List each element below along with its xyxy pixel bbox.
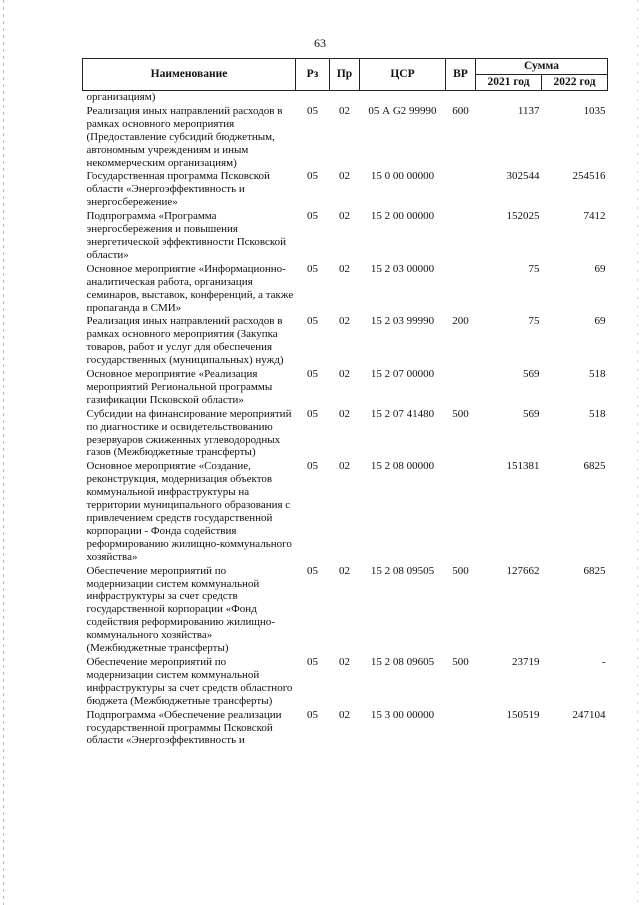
table-header (83, 59, 608, 91)
row-amount-2022: 7412 (583, 210, 606, 223)
header-csr: ЦСР (360, 59, 446, 91)
row-rz: 05 (307, 104, 318, 117)
row-name: Обеспечение мероприятий по модернизации систем коммунальной инфраструктуры за счет средств областного бюджета (Межбюджетные трансферты) (86, 655, 293, 707)
row-amount-2021: 302544 (506, 170, 540, 183)
table-row (83, 263, 608, 316)
row-amount-2022: 254516 (572, 170, 606, 183)
header-name: Наименование (83, 59, 296, 91)
row-csr: 15 2 07 41480 (370, 407, 435, 420)
row-amount-2022: 518 (589, 407, 606, 420)
row-amount-2022: - (601, 655, 606, 668)
row-amount-2022: 6825 (583, 460, 606, 473)
row-csr: 05 А G2 99990 (368, 104, 437, 117)
row-amount-2021: 75 (528, 262, 540, 275)
header-pr: Пр (330, 59, 360, 91)
row-vr (446, 368, 476, 408)
row-csr: 15 0 00 00000 (370, 170, 435, 183)
row-amount-2021: 75 (528, 315, 540, 328)
row-csr: 15 2 07 00000 (370, 368, 435, 381)
row-name: Обеспечение мероприятий по модернизации систем коммунальной инфраструктуры за счет средств государственной корпорации «Фонд содействия реформированию жилищно-коммунального хозяйства» (Межбюджетные трансферты) (86, 564, 275, 655)
table-row (83, 105, 608, 171)
row-amount-2021 (476, 91, 542, 105)
row-vr (446, 709, 476, 749)
scan-edge-right (637, 0, 638, 905)
row-csr (360, 91, 446, 105)
row-amount-2021: 151381 (506, 460, 540, 473)
row-rz: 05 (307, 170, 318, 183)
table-row (83, 210, 608, 263)
row-amount-2021: 569 (523, 368, 540, 381)
row-name: Подпрограмма «Программа энергосбережения и повышения энергетической эффективности Псковской области» (86, 210, 287, 261)
table-row (83, 565, 608, 656)
header-vr: ВР (446, 59, 476, 91)
row-amount-2022: 518 (589, 368, 606, 381)
row-csr: 15 2 03 00000 (370, 262, 435, 275)
row-pr: 02 (339, 407, 350, 420)
page-number: 63 (314, 36, 326, 50)
row-pr: 02 (339, 708, 350, 721)
row-csr: 15 3 00 00000 (370, 708, 435, 721)
row-pr: 02 (339, 104, 350, 117)
row-vr (446, 91, 476, 105)
row-pr: 02 (339, 460, 350, 473)
row-pr: 02 (339, 564, 350, 577)
row-rz (296, 91, 330, 105)
header-rz: Рз (296, 59, 330, 91)
row-amount-2021: 569 (523, 407, 540, 420)
row-amount-2022: 1035 (583, 104, 606, 117)
row-name: Государственная программа Псковской области «Энергоэффективность и энергосбережение» (86, 170, 270, 209)
row-pr: 02 (339, 210, 350, 223)
row-name: Реализация иных направлений расходов в рамках основного мероприятия (Закупка товаров, работ и услуг для обеспечения государственных (муниципальных) нужд) (86, 315, 284, 367)
row-csr: 15 2 08 09505 (370, 564, 435, 577)
row-name: Основное мероприятие «Реализация мероприятий Региональной программы газификации Псковской области» (86, 368, 273, 406)
row-amount-2022: 69 (594, 262, 606, 275)
row-name: Подпрограмма «Обеспечение реализации государственной программы Псковской области «Энергоэффективность и (86, 708, 282, 747)
table-row (83, 656, 608, 709)
row-pr: 02 (339, 315, 350, 328)
row-csr: 15 2 08 09605 (370, 655, 435, 668)
row-rz: 05 (307, 407, 318, 420)
row-name: Реализация иных направлений расходов в рамках основного мероприятия (Предоставление субсидий бюджетным, автономным учреждениям и иным некоммерческим организациям) (86, 104, 283, 169)
row-name: Основное мероприятие «Информационно-аналитическая работа, организация семинаров, выставок, конференций, а также пропаганда в СМИ» (86, 262, 294, 314)
row-amount-2021: 1137 (517, 104, 540, 117)
budget-table-container (82, 58, 607, 748)
row-vr: 500 (452, 407, 469, 420)
row-amount-2022: 247104 (572, 708, 606, 721)
row-rz: 05 (307, 210, 318, 223)
table-row (83, 170, 608, 210)
row-amount-2022 (542, 91, 608, 105)
row-rz: 05 (307, 368, 318, 381)
row-rz: 05 (307, 460, 318, 473)
row-csr: 15 2 08 00000 (370, 460, 435, 473)
row-vr: 600 (452, 104, 469, 117)
row-amount-2022: 6825 (583, 564, 606, 577)
row-pr (330, 91, 360, 105)
table-row (83, 91, 608, 105)
row-amount-2021: 23719 (512, 655, 540, 668)
row-name: организациям) (86, 91, 156, 103)
row-csr: 15 2 00 00000 (370, 210, 435, 223)
row-vr (446, 460, 476, 564)
row-vr (446, 210, 476, 263)
row-rz: 05 (307, 315, 318, 328)
table-row (83, 408, 608, 461)
row-name: Субсидии на финансирование мероприятий по диагностике и освидетельствованию резервуаров сжиженных углеводородных газов (Межбюджетные трансферты) (86, 407, 292, 459)
scan-edge-left (3, 0, 4, 905)
row-amount-2021: 150519 (506, 708, 540, 721)
row-amount-2021: 152025 (506, 210, 540, 223)
row-amount-2021: 127662 (506, 564, 540, 577)
header-year-2022: 2022 год (542, 75, 608, 91)
row-vr: 500 (452, 564, 469, 577)
header-sum: Сумма (476, 59, 608, 75)
header-year-2021: 2021 год (476, 75, 542, 91)
row-vr (446, 263, 476, 316)
row-amount-2022: 69 (594, 315, 606, 328)
table-row (83, 460, 608, 564)
row-vr: 200 (452, 315, 469, 328)
budget-table (82, 58, 608, 748)
row-csr: 15 2 03 99990 (370, 315, 435, 328)
row-rz: 05 (307, 262, 318, 275)
row-pr: 02 (339, 170, 350, 183)
table-row (83, 315, 608, 368)
row-name: Основное мероприятие «Создание, реконструкция, модернизация объектов коммунальной инфраструктуры на территории муниципального образования с привлечением средств государственной корпорации - Фонда содействия реформированию жилищно-коммунального хозяйства» (86, 460, 292, 563)
row-pr: 02 (339, 368, 350, 381)
row-pr: 02 (339, 655, 350, 668)
row-rz: 05 (307, 655, 318, 668)
row-vr (446, 170, 476, 210)
table-body (83, 91, 608, 749)
row-pr: 02 (339, 262, 350, 275)
row-rz: 05 (307, 564, 318, 577)
row-rz: 05 (307, 708, 318, 721)
row-vr: 500 (452, 655, 469, 668)
table-row (83, 368, 608, 408)
table-row (83, 709, 608, 749)
